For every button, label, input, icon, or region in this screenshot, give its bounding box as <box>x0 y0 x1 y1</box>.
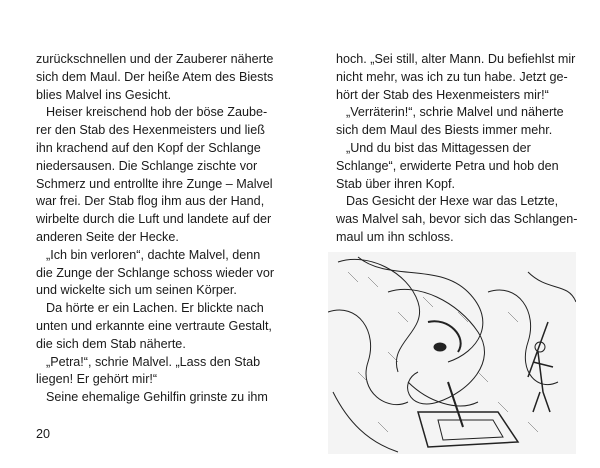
page-number: 20 <box>36 427 51 441</box>
text-line: Heiser kreischend hob der böse Zaube- <box>46 105 268 120</box>
right-page-text <box>336 51 578 247</box>
text-line: Da hörte er ein Lachen. Er blickte nach <box>46 301 264 316</box>
text-line: „Und du bist das Mittagessen der <box>346 140 531 155</box>
text-line: die Zunge der Schlange schoss wieder vor <box>36 265 275 280</box>
text-line: „Petra!“, schrie Malvel. „Lass den Stab <box>46 354 261 369</box>
text-line: liegen! Er gehört mir!“ <box>36 372 158 387</box>
text-line: die sich dem Stab näherte. <box>36 336 186 351</box>
text-line: Schlange“, erwiderte Petra und hob den <box>336 158 559 173</box>
text-line: rer den Stab des Hexenmeisters und ließ <box>36 123 265 138</box>
text-line: zurückschnellen und der Zauberer näherte <box>36 52 274 66</box>
text-line: Das Gesicht der Hexe war das Letzte, <box>346 194 559 209</box>
serpent-illustration <box>328 252 576 454</box>
text-line: sich dem Maul. Der heiße Atem des Biests <box>36 69 274 84</box>
text-line: blies Malvel ins Gesicht. <box>36 87 172 102</box>
text-line: nicht mehr, was ich zu tun habe. Jetzt ge- <box>336 69 568 84</box>
text-line: was Malvel sah, bevor sich das Schlangen- <box>336 212 578 227</box>
text-line: sich dem Maul des Biests immer mehr. <box>336 123 553 138</box>
left-page-text <box>36 51 275 407</box>
text-line: unten und erkannte eine vertraute Gestalt, <box>36 318 272 333</box>
text-line: Seine ehemalige Gehilfin grinste zu ihm <box>46 390 268 405</box>
text-line: und wickelte sich um seinen Körper. <box>36 283 237 298</box>
text-line: hoch. „Sei still, alter Mann. Du befiehlst mir <box>336 52 576 66</box>
text-line: war frei. Der Stab flog ihm aus der Hand, <box>36 194 265 209</box>
text-line: Stab über ihren Kopf. <box>336 176 456 191</box>
text-line: ihn krachend auf den Kopf der Schlange <box>36 140 261 155</box>
text-line: Schmerz und entrollte ihre Zunge – Malvel <box>36 176 273 191</box>
text-line: wirbelte durch die Luft und landete auf der <box>36 212 272 227</box>
text-line: „Verräterin!“, schrie Malvel und näherte <box>346 105 564 120</box>
text-line: „Ich bin verloren“, dachte Malvel, denn <box>46 247 261 262</box>
text-line: maul um ihn schloss. <box>336 229 454 244</box>
text-line: niedersausen. Die Schlange zischte vor <box>36 158 258 173</box>
text-line: anderen Seite der Hecke. <box>36 229 179 244</box>
text-line: hört der Stab des Hexenmeisters mir!“ <box>336 87 549 102</box>
